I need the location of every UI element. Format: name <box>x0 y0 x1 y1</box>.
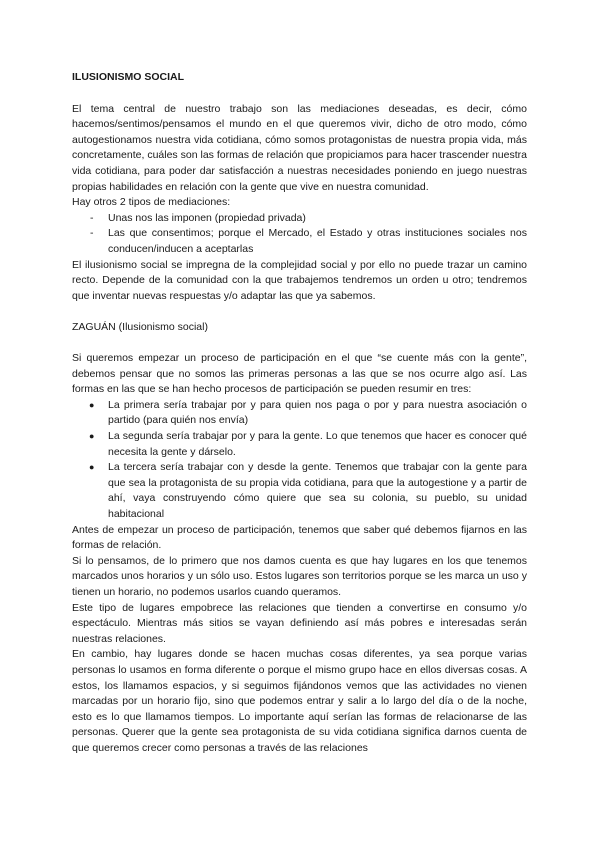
paragraph-consumption: Este tipo de lugares empobrece las relaciones que tienden a convertirse en consumo y/o espectáculo. Mientras más sitios se vayan definiendo así más pobres e interesadas serán nuestras relaciones. <box>72 601 527 645</box>
list-item: - Unas nos las imponen (propiedad privada) <box>72 211 527 227</box>
dash-marker: - <box>90 227 94 240</box>
participation-paragraph: Si queremos empezar un proceso de participación en el que “se cuente más con la gente”, debemos pensar que no somos las primeras personas a las que se nos ocurre algo así. Las formas en las que se han hecho procesos de participación se pueden resumir en tres: <box>72 352 527 396</box>
types-intro: Hay otros 2 tipos de mediaciones: <box>72 196 231 209</box>
paragraph-spaces: En cambio, hay lugares donde se hacen muchas cosas diferentes, ya sea porque varias personas lo usamos en forma diferente o porque el mismo grupo hace en ellos diversas cosas. A estos, los llamamos espacios, y si seguimos fijándonos vemos que las actividades no vienen marcadas por un horario fijo, sino que podemos entrar y salir a lo largo del día o de la noche, esto es lo que llamamos tiempos. Lo importante aquí serían las formas de relacionarse de las personas. Querer que la gente sea protagonista de su vida cotidiana significa darnos cuenta de que queremos crecer como personas a través de las relaciones <box>72 648 527 754</box>
section-subtitle: ZAGUÁN (Ilusionismo social) <box>72 320 208 333</box>
participation-forms-list <box>72 398 527 523</box>
mediation-types-list <box>72 211 527 258</box>
document-title: ILUSIONISMO SOCIAL <box>72 71 185 83</box>
list-item: - Las que consentimos; porque el Mercado, el Estado y otras instituciones sociales nos conducen/inducen a aceptarlas <box>90 227 527 255</box>
paragraph-relations: Antes de empezar un proceso de participación, tenemos que saber qué debemos fijarnos en las formas de relación. <box>72 523 527 552</box>
list-item: ● La tercera sería trabajar con y desde la gente. Tenemos que trabajar con la gente para que sea la protagonista de su propia vida cotidiana, para que la autogestione y a partir de ahí, vaya construyendo cómo quiere que sea su colonia, su pueblo, su unidad habitacional <box>89 461 527 521</box>
paragraph-territories: Si lo pensamos, de lo primero que nos damos cuenta es que hay lugares en los que tenemos marcados unos horarios y un sólo uso. Estos lugares son territorios porque se les marca un uso y tienen un horario, no podemos usarlos cuando queramos. <box>72 554 527 598</box>
document-page <box>72 70 527 757</box>
bullet-icon: ● <box>89 399 95 410</box>
intro-paragraph: El tema central de nuestro trabajo son las mediaciones deseadas, es decir, cómo hacemos/sentimos/pensamos el mundo en el que queremos vivir, dicho de otro modo, cómo autogestionamos nuestra vida cotidiana, cómo somos protagonistas de nuestra propia vida, más concretamente, cuáles son las formas de relación que propiciamos para hacer trascender nuestra vida cotidiana, para poder dar satisfacción a nuestras necesidades poniendo en juego nuestras propias habilidades en relación con la gente que vive en nuestra comunidad. <box>72 102 527 193</box>
complexity-paragraph: El ilusionismo social se impregna de la complejidad social y por ello no puede trazar un camino recto. Depende de la comunidad con la que trabajemos tendremos un orden u otro; tendremos que inventar nuevas respuestas y/o adaptar las que ya sabemos. <box>72 258 527 302</box>
list-item: ● La segunda sería trabajar por y para la gente. Lo que tenemos que hacer es conocer qué necesita la gente y dárselo. <box>89 430 527 458</box>
bullet-icon: ● <box>89 431 95 442</box>
bullet-icon: ● <box>89 462 95 473</box>
dash-marker: - <box>90 211 94 224</box>
list-item: ● La primera sería trabajar por y para quien nos paga o por y para nuestra asociación o partido (para quién nos envía) <box>89 398 527 427</box>
